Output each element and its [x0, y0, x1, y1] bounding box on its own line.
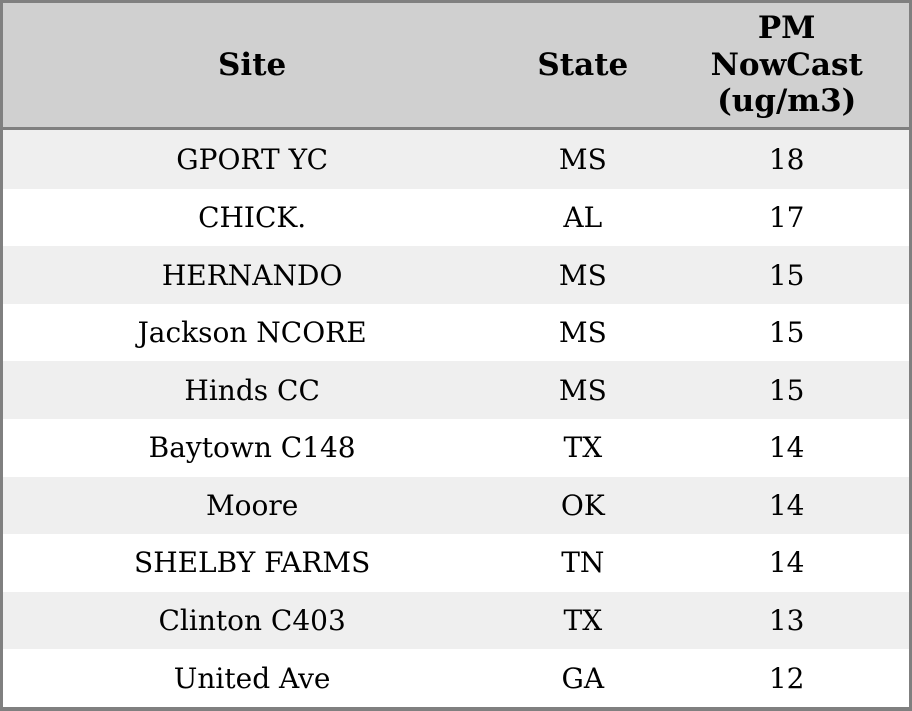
table-row — [3, 592, 909, 650]
header-site — [3, 3, 501, 129]
cell-site: CHICK. — [3, 189, 501, 247]
cell-pm-nowcast: 18 — [664, 129, 909, 189]
table-row — [3, 246, 909, 304]
cell-pm-nowcast: 17 — [664, 189, 909, 247]
table-row — [3, 477, 909, 535]
cell-site: Hinds CC — [3, 361, 501, 419]
cell-state: TN — [501, 534, 664, 592]
cell-state: TX — [501, 592, 664, 650]
table-row — [3, 534, 909, 592]
table-row — [3, 304, 909, 362]
header-pm-nowcast-label: PM NowCast (ug/m3) — [710, 10, 863, 120]
cell-state: MS — [501, 361, 664, 419]
table-row — [3, 649, 909, 707]
cell-site: SHELBY FARMS — [3, 534, 501, 592]
cell-state: GA — [501, 649, 664, 707]
cell-site: Clinton C403 — [3, 592, 501, 650]
cell-pm-nowcast: 12 — [664, 649, 909, 707]
cell-pm-nowcast: 15 — [664, 304, 909, 362]
cell-state: OK — [501, 477, 664, 535]
cell-site: Jackson NCORE — [3, 304, 501, 362]
table-row — [3, 419, 909, 477]
cell-pm-nowcast: 14 — [664, 419, 909, 477]
cell-state: MS — [501, 304, 664, 362]
table-row — [3, 361, 909, 419]
header-site-label: Site — [218, 46, 287, 83]
cell-state: TX — [501, 419, 664, 477]
cell-pm-nowcast: 14 — [664, 534, 909, 592]
cell-site: Baytown C148 — [3, 419, 501, 477]
table-row — [3, 129, 909, 189]
table-header — [3, 3, 909, 129]
cell-pm-nowcast: 15 — [664, 246, 909, 304]
cell-pm-nowcast: 13 — [664, 592, 909, 650]
cell-state: AL — [501, 189, 664, 247]
cell-site: GPORT YC — [3, 129, 501, 189]
cell-site: United Ave — [3, 649, 501, 707]
cell-state: MS — [501, 246, 664, 304]
cell-site: HERNANDO — [3, 246, 501, 304]
cell-pm-nowcast: 14 — [664, 477, 909, 535]
cell-state: MS — [501, 129, 664, 189]
header-state-label: State — [537, 46, 629, 83]
header-pm-nowcast — [664, 3, 909, 129]
cell-site: Moore — [3, 477, 501, 535]
pm-nowcast-table — [3, 3, 909, 707]
table-body — [3, 129, 909, 708]
header-state — [501, 3, 664, 129]
table-row — [3, 189, 909, 247]
header-row — [3, 3, 909, 129]
cell-pm-nowcast: 15 — [664, 361, 909, 419]
